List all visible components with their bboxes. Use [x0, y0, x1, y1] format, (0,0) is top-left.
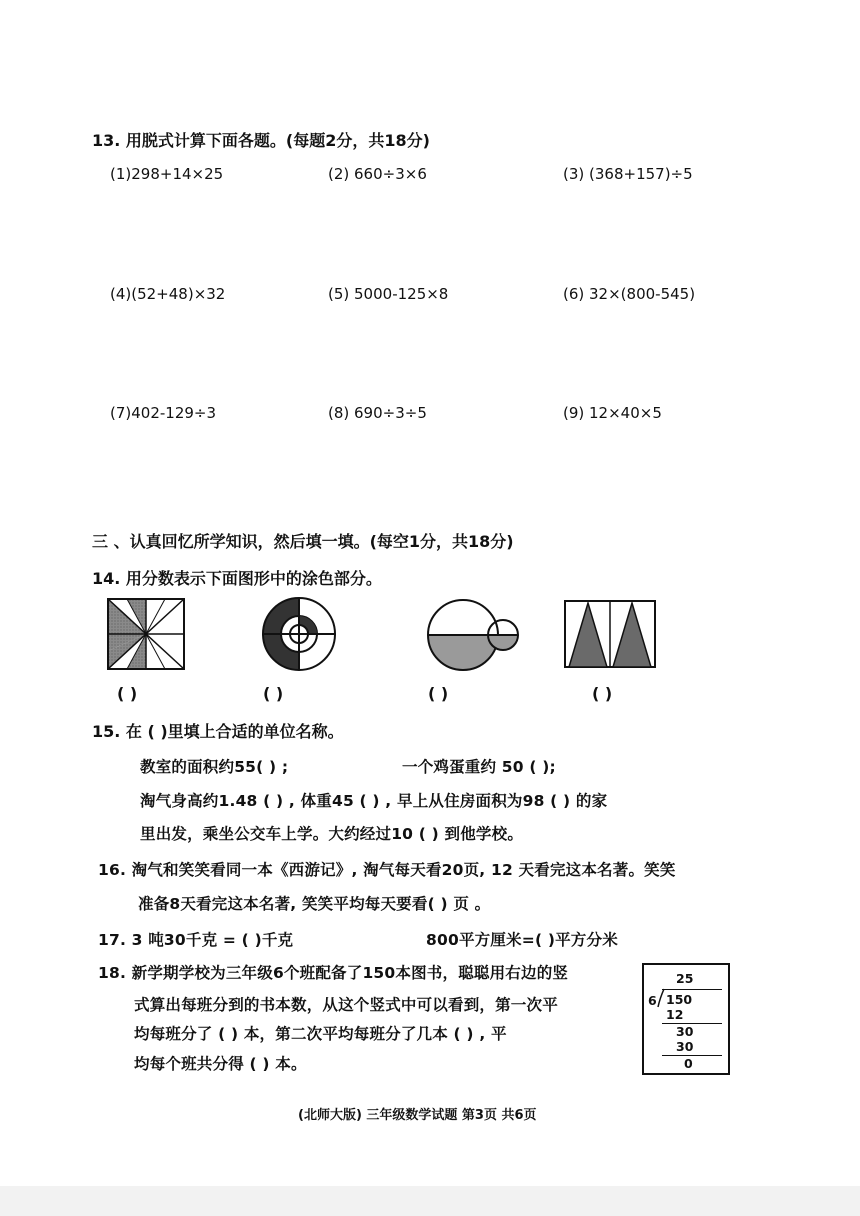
division-divisor: 6: [648, 993, 657, 1008]
q15-line3: 里出发，乘坐公交车上学。大约经过10 ( ) 到他学校。: [140, 825, 524, 843]
calc-item-3: (3) (368+157)÷5: [563, 165, 693, 183]
q18-line3: 均每班分了 ( ) 本，第二次平均每班分了几本 ( ) , 平: [134, 1025, 507, 1043]
division-bar: [662, 989, 722, 990]
ring-circle-icon: [262, 597, 336, 671]
scan-bottom-edge: [0, 1186, 860, 1216]
division-quotient: 25: [676, 971, 694, 986]
q15-title: 15. 在 ( )里填上合适的单位名称。: [92, 722, 344, 741]
q16-line2: 准备8天看完这本名著, 笑笑平均每天要看( ) 页 。: [138, 895, 491, 913]
calc-item-5: (5) 5000-125×8: [328, 285, 449, 303]
page-footer: (北师大版) 三年级数学试题 第3页 共6页: [298, 1108, 537, 1123]
answer-slot-2[interactable]: ( ): [263, 684, 284, 703]
calc-item-2: (2) 660÷3×6: [328, 165, 427, 183]
calc-item-6: (6) 32×(800-545): [563, 285, 696, 303]
calc-item-7: (7)402-129÷3: [110, 404, 217, 422]
calc-item-1: (1)298+14×25: [110, 165, 224, 183]
answer-slot-4[interactable]: ( ): [592, 684, 613, 703]
q17-part1: 17. 3 吨30千克 = ( )千克: [98, 931, 294, 949]
division-step3: 30: [676, 1039, 694, 1054]
division-step2: 30: [676, 1024, 694, 1039]
q13-title: 13. 用脱式计算下面各题。(每题2分，共18分): [92, 131, 430, 150]
q14-title: 14. 用分数表示下面图形中的涂色部分。: [92, 569, 382, 588]
section3-title: 三 、认真回忆所学知识，然后填一填。(每空1分，共18分): [92, 532, 514, 551]
long-division-box: [642, 963, 730, 1075]
q18-line2: 式算出每班分到的书本数，从这个竖式中可以看到，第一次平: [134, 996, 558, 1014]
division-step1: 12: [666, 1007, 684, 1022]
q18-line4: 均每个班共分得 ( ) 本。: [134, 1055, 307, 1073]
answer-slot-3[interactable]: ( ): [428, 684, 449, 703]
q15-line1a: 教室的面积约55( ) ;: [140, 758, 289, 776]
q16-line1: 16. 淘气和笑笑看同一本《西游记》, 淘气每天看20页, 12 天看完这本名著。笑笑: [98, 861, 676, 879]
square-divided-icon: [108, 599, 184, 669]
answer-slot-1[interactable]: ( ): [117, 684, 138, 703]
triangles-rect-icon: [565, 601, 655, 667]
calc-item-4: (4)(52+48)×32: [110, 285, 226, 303]
q15-line2: 淘气身高约1.48 ( ) , 体重45 ( ) , 早上从住房面积为98 ( ) 的家: [140, 792, 608, 810]
q15-line1b: 一个鸡蛋重约 50 ( );: [402, 758, 556, 776]
division-dividend: 150: [666, 992, 693, 1007]
division-remainder: 0: [684, 1056, 693, 1071]
half-circle-icon: [427, 599, 519, 671]
q18-line1: 18. 新学期学校为三年级6个班配备了150本图书，聪聪用右边的竖: [98, 964, 569, 982]
calc-item-8: (8) 690÷3÷5: [328, 404, 427, 422]
q17-part2: 800平方厘米=( )平方分米: [426, 931, 618, 949]
division-bracket: [658, 987, 666, 1009]
calc-item-9: (9) 12×40×5: [563, 404, 662, 422]
